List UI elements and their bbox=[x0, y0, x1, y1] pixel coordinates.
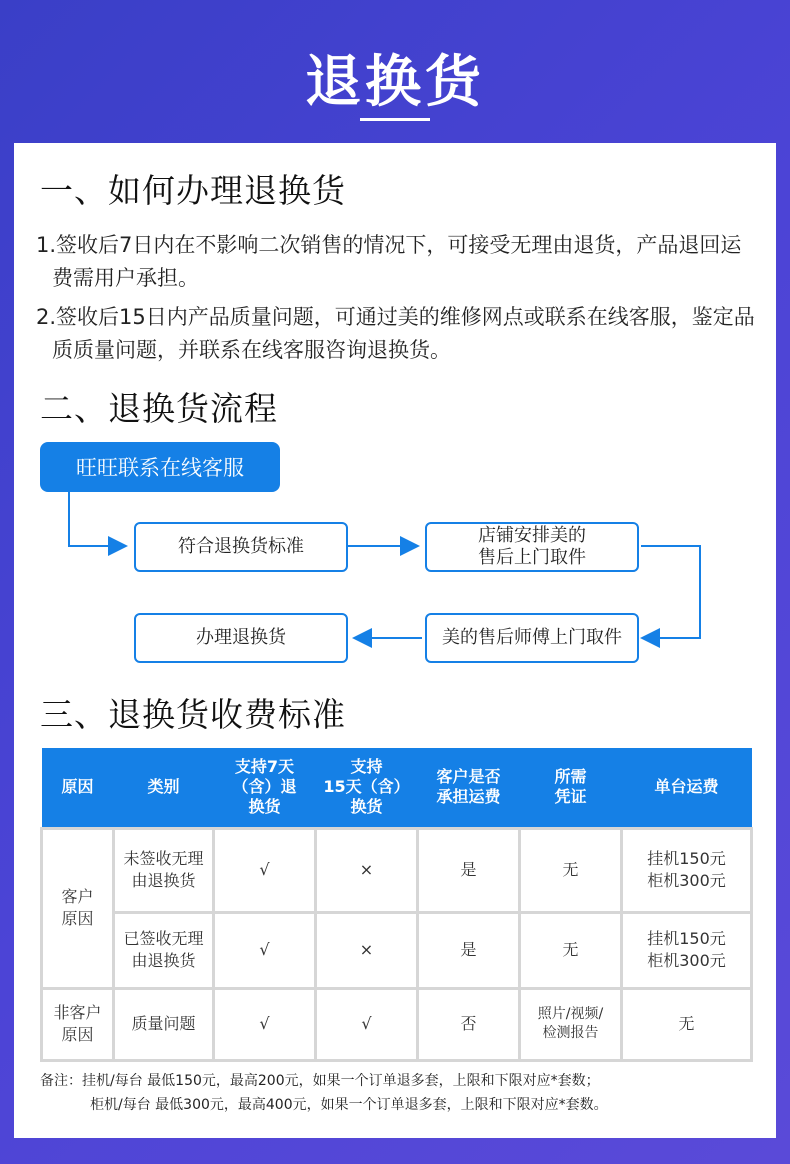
cell-category-line2: 由退换货 bbox=[131, 871, 196, 890]
flow-step-contact-service: 旺旺联系在线客服 bbox=[40, 442, 280, 492]
cell-seven-day: √ bbox=[214, 828, 316, 912]
cell-proof-line1: 照片/视频/ bbox=[537, 1006, 604, 1022]
flow-step-technician bbox=[425, 613, 639, 663]
cell-freight-line2: 柜机300元 bbox=[647, 951, 726, 970]
cell-reason-customer-line2: 原因 bbox=[61, 909, 94, 928]
flow-step-standard bbox=[134, 522, 348, 572]
cell-reason-non-customer-line2: 原因 bbox=[61, 1025, 94, 1044]
header-freight: 单台运费 bbox=[622, 748, 752, 828]
cell-customer-pays: 是 bbox=[418, 912, 520, 988]
cell-category bbox=[114, 828, 214, 912]
cell-fifteen-day: √ bbox=[316, 988, 418, 1060]
cell-seven-day: √ bbox=[214, 988, 316, 1060]
cell-freight bbox=[622, 912, 752, 988]
rule-item-1: 1.签收后7日内在不影响二次销售的情况下，可接受无理由退货，产品退回运费需用户承担。 bbox=[36, 233, 742, 290]
table-row bbox=[42, 828, 752, 912]
cell-customer-pays: 否 bbox=[418, 988, 520, 1060]
cell-category-line1: 已签收无理 bbox=[123, 929, 204, 948]
flow-step-process bbox=[134, 613, 348, 663]
header-fifteen-day-line1: 支持 bbox=[350, 757, 383, 777]
header-seven-day-line1: 支持7天 bbox=[234, 757, 295, 777]
header-seven-day bbox=[214, 748, 316, 828]
cell-reason-customer-line1: 客户 bbox=[61, 887, 94, 906]
cell-reason-customer bbox=[42, 828, 114, 988]
cell-reason-non-customer-line1: 非客户 bbox=[53, 1003, 102, 1022]
flow-step-technician-label: 美的售后师傅上门取件 bbox=[442, 627, 622, 648]
flow-step-arrange-line1: 店铺安排美的 bbox=[478, 525, 586, 546]
cell-fifteen-day: × bbox=[316, 828, 418, 912]
cell-freight bbox=[622, 828, 752, 912]
table-row bbox=[42, 988, 752, 1060]
section-title-how: 一、如何办理退换货 bbox=[40, 171, 346, 210]
cell-freight-line1: 挂机150元 bbox=[647, 929, 726, 948]
header-reason: 原因 bbox=[42, 748, 114, 828]
cell-reason-non-customer bbox=[42, 988, 114, 1060]
cell-fifteen-day: × bbox=[316, 912, 418, 988]
header-proof-line1: 所需 bbox=[554, 767, 587, 787]
cell-category-line1: 未签收无理 bbox=[123, 849, 204, 868]
cell-category: 质量问题 bbox=[114, 988, 214, 1060]
section-title-process: 二、退换货流程 bbox=[40, 389, 278, 428]
flow-step-process-label: 办理退换货 bbox=[196, 627, 286, 648]
fee-note-line2: 柜机/每台 最低300元，最高400元，如果一个订单退多套，上限和下限对应*套数。 bbox=[90, 1097, 608, 1113]
cell-proof: 无 bbox=[520, 828, 622, 912]
cell-proof: 无 bbox=[520, 912, 622, 988]
header-fifteen-day-line3: 换货 bbox=[350, 797, 383, 817]
cell-customer-pays: 是 bbox=[418, 828, 520, 912]
header-category: 类别 bbox=[114, 748, 214, 828]
table-header-row bbox=[42, 748, 752, 828]
flow-step-arrange-pickup bbox=[425, 522, 639, 572]
flow-step-standard-label: 符合退换货标准 bbox=[178, 536, 304, 557]
page-title: 退换货 bbox=[305, 50, 485, 115]
content-card bbox=[14, 143, 776, 1138]
rule-item-2: 2.签收后15日内产品质量问题，可通过美的维修网点或联系在线客服，鉴定品质质量问题，并联系在线客服咨询退换货。 bbox=[36, 305, 755, 362]
header-fifteen-day bbox=[316, 748, 418, 828]
cell-freight: 无 bbox=[622, 988, 752, 1060]
cell-category bbox=[114, 912, 214, 988]
header-proof-line2: 凭证 bbox=[554, 787, 587, 807]
cell-category-line2: 由退换货 bbox=[131, 951, 196, 970]
flow-step-arrange-line2: 售后上门取件 bbox=[478, 547, 586, 568]
fee-table bbox=[40, 748, 753, 1062]
header-customer-pays-line1: 客户是否 bbox=[436, 767, 501, 787]
header-seven-day-line2: （含）退 bbox=[232, 777, 297, 797]
flow-arrows bbox=[14, 143, 776, 703]
cell-freight-line2: 柜机300元 bbox=[647, 871, 726, 890]
cell-proof bbox=[520, 988, 622, 1060]
header-seven-day-line3: 换货 bbox=[248, 797, 281, 817]
title-underline bbox=[360, 118, 430, 121]
header-customer-pays-line2: 承担运费 bbox=[436, 787, 501, 807]
fee-note-line1: 备注：挂机/每台 最低150元，最高200元，如果一个订单退多套，上限和下限对应*套数； bbox=[40, 1073, 600, 1089]
header-fifteen-day-line2: 15天（含） bbox=[323, 777, 410, 797]
cell-proof-line2: 检测报告 bbox=[542, 1025, 599, 1041]
cell-seven-day: √ bbox=[214, 912, 316, 988]
section-title-fees: 三、退换货收费标准 bbox=[40, 695, 346, 734]
header-proof bbox=[520, 748, 622, 828]
header-customer-pays bbox=[418, 748, 520, 828]
table-row bbox=[42, 912, 752, 988]
cell-freight-line1: 挂机150元 bbox=[647, 849, 726, 868]
